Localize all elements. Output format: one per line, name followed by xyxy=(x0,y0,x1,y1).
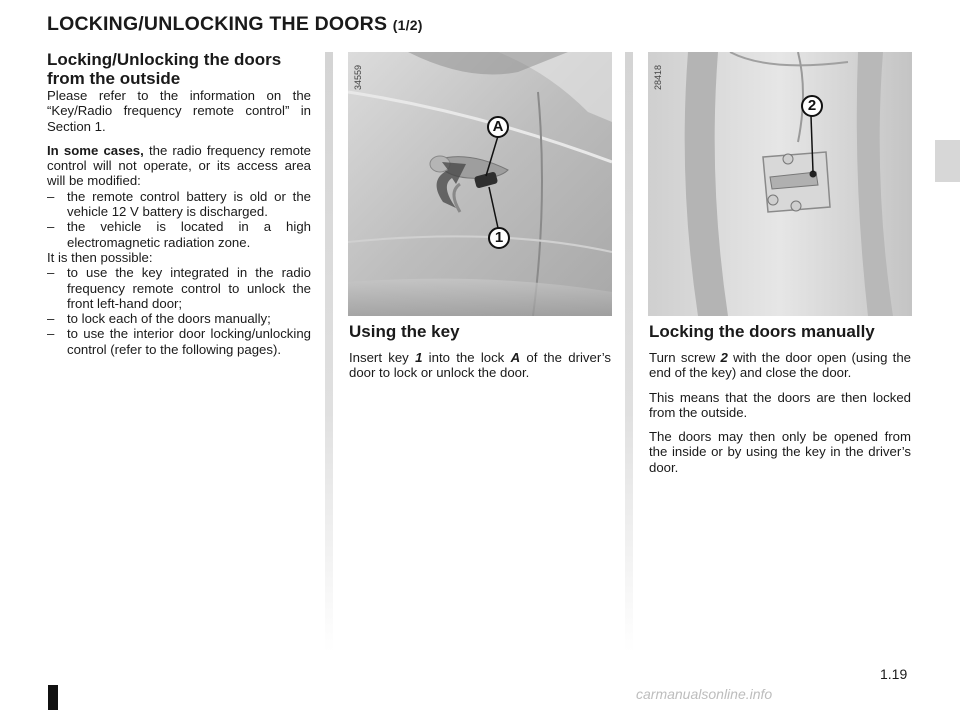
manual-paragraph-3: The doors may then only be opened from the inside or by using the key in the driver’s door. xyxy=(649,429,911,475)
condition-2: the vehicle is located in a high electromagnetic radiation zone. xyxy=(67,219,311,250)
cases-text: the radio frequency remote control will not operate, or its access area will be modified: xyxy=(47,142,311,189)
list-item: – the remote control battery is old or the vehicle 12 V battery is discharged. xyxy=(47,188,311,220)
key-paragraph: Insert key 1 into the lock A of the driver’s door to lock or unlock the door. xyxy=(349,350,611,381)
possible-intro: It is then possible: xyxy=(47,249,153,265)
condition-1: the remote control battery is old or the vehicle 12 V battery is discharged. xyxy=(67,188,311,220)
heading-line1: Locking/Unlocking the doors xyxy=(47,50,282,69)
door-lock-photo xyxy=(348,52,612,316)
lock-ref: A xyxy=(510,350,521,365)
screw-ref: 2 xyxy=(720,350,728,365)
option-2: to lock each of the doors manually; xyxy=(67,311,271,327)
callout-2: 2 xyxy=(801,95,823,117)
column-divider xyxy=(625,52,633,652)
manual-section xyxy=(649,322,911,475)
door-latch-photo xyxy=(648,52,912,316)
figure-ref-1: 34559 xyxy=(353,64,363,90)
callout-a: A xyxy=(487,116,509,138)
list-item: – to use the key integrated in the radio frequency remote control to unlock the front left-hand door; xyxy=(47,265,311,311)
title-text: LOCKING/UNLOCKING THE DOORS xyxy=(47,13,388,35)
page-number: 1.19 xyxy=(880,666,908,682)
key-section xyxy=(349,322,611,381)
heading-line2: from the outside xyxy=(47,69,181,88)
figure-ref-2: 28418 xyxy=(653,64,663,90)
manual-paragraph-1: Turn screw 2 with the door open (using the end of the key) and close the door. xyxy=(649,350,912,381)
callout-1: 1 xyxy=(488,227,510,249)
title-part: (1/2) xyxy=(392,17,423,33)
section-heading-outside xyxy=(47,50,311,88)
corner-mark xyxy=(48,685,58,710)
left-column xyxy=(47,50,311,357)
page-title xyxy=(47,13,423,36)
cases-paragraph xyxy=(47,143,311,189)
list-item: – to use the interior door locking/unlocking control (refer to the following pages). xyxy=(47,326,311,357)
section-tab xyxy=(935,140,960,182)
cases-lead: In some cases, xyxy=(47,142,144,158)
watermark: carmanualsonline.info xyxy=(636,686,773,702)
option-3: to use the interior door locking/unlocking control (refer to the following pages). xyxy=(67,326,311,357)
intro-paragraph: Please refer to the information on the “Key/Radio frequency remote control” in Section 1. xyxy=(47,88,311,134)
list-item: – the vehicle is located in a high electromagnetic radiation zone. xyxy=(47,219,311,250)
list-item: – to lock each of the doors manually; xyxy=(47,311,311,326)
manual-paragraph-2: This means that the doors are then locked from the outside. xyxy=(649,389,911,420)
key-ref: 1 xyxy=(415,350,423,365)
column-divider xyxy=(325,52,333,652)
section-heading-manual: Locking the doors manually xyxy=(649,322,875,341)
section-heading-key: Using the key xyxy=(349,322,460,341)
option-1: to use the key integrated in the radio frequency remote control to unlock the front left-hand door; xyxy=(67,265,311,311)
